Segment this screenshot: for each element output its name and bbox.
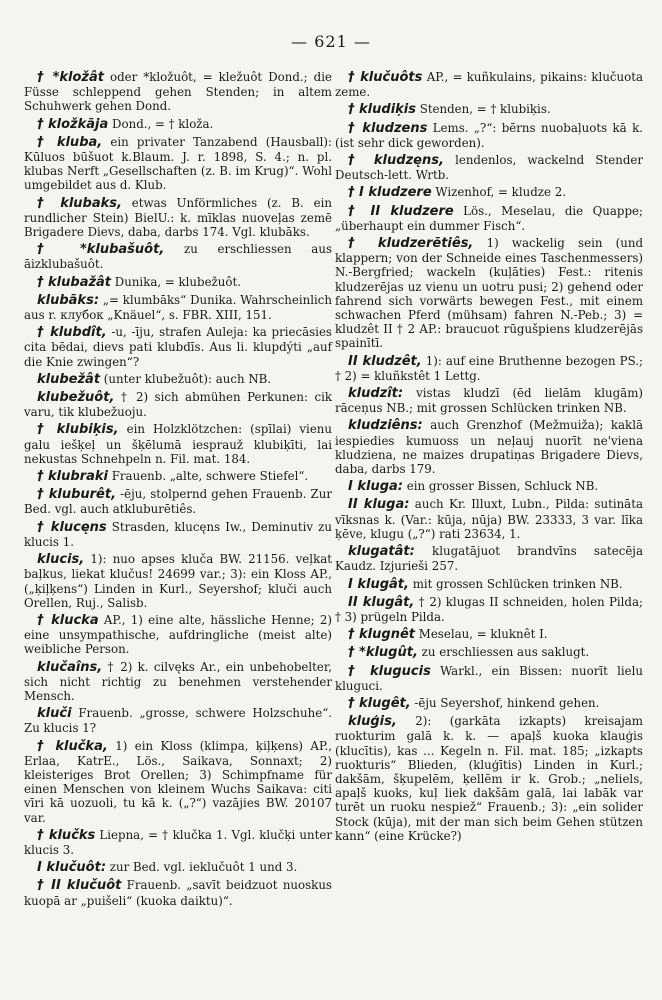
entry-headword: † klubdît, xyxy=(37,325,107,341)
dictionary-entry xyxy=(24,613,332,657)
entry-headword: † kluburêt, xyxy=(37,487,117,503)
dictionary-entry xyxy=(335,577,643,592)
dictionary-entry xyxy=(24,422,332,466)
dictionary-entry xyxy=(24,372,332,387)
entry-text: lendenlos, wackelnd Stender Deutsch-lett. Wrtb. xyxy=(335,153,643,183)
entry-text: Dond., = † kloža. xyxy=(108,116,214,131)
dictionary-entry xyxy=(335,696,643,711)
dictionary-entry xyxy=(24,520,332,549)
entry-headword: klugatât: xyxy=(348,544,415,560)
dictionary-entry xyxy=(335,386,643,415)
entry-headword: † klučks xyxy=(37,827,96,843)
entry-text: -ēju Seyershof, hinkend gehen. xyxy=(410,695,600,710)
entry-headword: † klubaks, xyxy=(37,195,122,211)
entry-text: Frauenb. „savīt beidzuot nuoskus kuopā ar „puišeli“ (kuoka daiktu)“. xyxy=(24,878,332,908)
page-number: — 621 — xyxy=(291,32,371,51)
entry-text: zur Bed. vgl. ieklučuôt 1 und 3. xyxy=(106,860,298,875)
entry-headword: † kludzens xyxy=(348,120,428,136)
dictionary-entry xyxy=(335,479,643,494)
dictionary-entry xyxy=(335,354,643,383)
entry-headword: † klucęns xyxy=(37,519,107,535)
entry-text: Dunika, = klubežuôt. xyxy=(111,274,241,289)
entry-text: Liepna, = † klučka 1. Vgl. klučķi unter klucis 3. xyxy=(24,827,332,857)
entry-headword: † klugnêt xyxy=(348,627,415,643)
dictionary-entry xyxy=(24,70,332,114)
entry-text: auch Grenzhof (Mežmuiža); kaklā iespiedies kumuoss un neļauj nuorīt ne'viena kludziena, ne maizes drupatiņas Brigadere Dievs, daba, darbs 179. xyxy=(335,418,643,477)
entry-text: Lös., Meselau, die Quappe; „überhaupt ein dummer Fisch“. xyxy=(335,203,643,233)
entry-headword: kluģis, xyxy=(348,714,397,730)
dictionary-entry xyxy=(24,860,332,875)
dictionary-entry xyxy=(335,664,643,693)
dictionary-entry xyxy=(335,645,643,660)
dictionary-entry xyxy=(335,185,643,200)
entry-headword: † I kludzere xyxy=(348,185,432,201)
entry-headword: † klucka xyxy=(37,612,99,628)
entry-text: 1): auf eine Bruthenne bezogen PS.; † 2) = kluñkstêt 1 Lettg. xyxy=(335,353,643,383)
entry-headword: II kluga: xyxy=(348,497,410,513)
entry-headword: † kludzęns, xyxy=(348,153,444,169)
dictionary-entry xyxy=(24,706,332,735)
entry-text: Strasden, klucęns Iw., Deminutiv zu klucis 1. xyxy=(24,519,332,549)
entry-text: Lems. „?“: bērns nuobaļuots kā k. (ist sehr dick geworden). xyxy=(335,120,643,150)
dictionary-entry xyxy=(24,135,332,193)
dictionary-entry xyxy=(24,117,332,132)
entry-headword: † II klučuôt xyxy=(37,878,122,894)
entry-headword: † kludzerētiês, xyxy=(348,236,474,252)
entry-text: zu erschliessen aus saklugt. xyxy=(417,645,590,660)
entry-headword: † II kludzere xyxy=(348,203,454,219)
entry-text: AP., 1) eine alte, hässliche Henne; 2) eine unsympathische, aufdringliche (meist alte) weibliche Person. xyxy=(24,612,332,657)
dictionary-entry xyxy=(24,325,332,369)
entry-text: auch Kr. Illuxt, Lubn., Pilda: sutināta vīksnas k. (Var.: kūja, nūja) BW. 23333, 3 var. līka ķēve, klugu („?“) rati 23634, 1. xyxy=(335,497,643,541)
entry-text: Frauenb. „grosse, schwere Holzschuhe“. Zu klucis 1? xyxy=(24,706,332,736)
entry-headword: II kludzêt, xyxy=(348,353,422,369)
entry-text: Frauenb. „alte, schwere Stiefel“. xyxy=(107,469,309,484)
entry-text: mit grossen Schlücken trinken NB. xyxy=(408,576,623,591)
entry-headword: † *kložât xyxy=(37,70,104,85)
entry-text: ein Holzklötzchen: (spīlai) vienu galu iešķeļ un šķēlumā iesprauž klubiķīti, lai nekustas Schnehpeln n. Fil. mat. 184. xyxy=(24,422,332,466)
dictionary-entry xyxy=(335,714,643,843)
dictionary-entry xyxy=(335,204,643,233)
entry-text: 2): (garkāta izkapts) kreisajam ruokturim galā k. k. — apaļš kuoka klauģis (klucītis), kas ... Kegeln n. Fil. mat. 185; „izkapts ruokturis“ Blieden, (kluģītis) Linden in Kurl.; dakšām, šķupelēm, ķellēm ir k. Grob.; „neliels, apaļš kuoks, kuļ liek dakšām galā, lai labāk var turēt un ruoku nespiež“ Frauenb.; 3): „ein solider Stock (kūja), mit der man sich beim Gehen stützen kann“ (eine Krücke?) xyxy=(335,714,643,843)
entry-text: Wizenhof, = kludze 2. xyxy=(431,185,566,200)
dictionary-entry xyxy=(335,627,643,642)
dictionary-entry xyxy=(24,878,332,907)
entry-text: ein privater Tanzabend (Hausball): Kūluos būšuot k.Blaum. J. r. 1898, S. 4.; n. pl. klubas Nerft „Gesellschaften (z. B. im Krug)“. Wohl umgebildet aus d. Klub. xyxy=(24,134,333,193)
dictionary-entry xyxy=(24,293,332,322)
entry-text: klugatājuot brandvīns satecēja Kaudz. Izjurieši 257. xyxy=(335,544,643,574)
dictionary-entry xyxy=(335,544,643,573)
entry-text: AP., = kuñkulains, pikains: klučuota zeme. xyxy=(335,70,643,100)
dictionary-entry xyxy=(24,196,332,240)
dictionary-entry xyxy=(24,828,332,857)
dictionary-entry xyxy=(335,70,643,99)
entry-headword: † klubraki xyxy=(37,469,108,485)
dictionary-entry xyxy=(24,552,332,610)
dictionary-entry xyxy=(24,275,332,290)
dictionary-entry xyxy=(335,236,643,351)
entry-text: † 2) klugas II schneiden, holen Pilda; † 3) prügeln Pilda. xyxy=(335,594,643,624)
entry-text: † 2) k. cilvęks Ar., ein unbehobelter, sich nicht richtig zu benehmen verstehender Mensch. xyxy=(24,659,332,703)
entry-text: Warkl., ein Bissen: nuorīt lielu kluguci. xyxy=(335,663,644,693)
entry-headword: II klugât, xyxy=(348,594,415,610)
entry-text: 1) ein Kloss (klimpa, ķiļķens) AP., Erlaa, KatrE., Lös., Saikava, Sonnaxt; 2) kleisteriges Brot Orellen; 3) Schimpfname für einen Menschen von kleinem Wuchs Saikava: citi vīri kā uozuoli, tu kā k. („?“) vazājies BW. 20107 var. xyxy=(24,738,332,825)
entry-text: -u, -īju, strafen Auleja: ka priecāsies cita bēdai, dievs pati klubdīs. Aus li. klupdýti „auf die Knie zwingen“? xyxy=(24,325,332,369)
dictionary-entry xyxy=(24,242,332,271)
entry-headword: † klubažât xyxy=(37,274,112,290)
entry-headword: † klučka, xyxy=(37,738,108,754)
entry-text: -ēju, stolpernd gehen Frauenb. Zur Bed. vgl. auch atkluburētiês. xyxy=(24,487,332,517)
entry-text: 1): nuo apses kluča BW. 21156. veļkat baļkus, liekat klučus! 24699 var.; 3): ein Kloss AP., („ķiļķens“) Linden in Kurl., Seyershof; kluči auch Orellen, Ruj., Salisb. xyxy=(24,552,332,610)
entry-headword: † kluba, xyxy=(37,134,103,150)
entry-headword: I klučuôt: xyxy=(37,860,107,876)
entry-text: oder *kložuôt, = kležuôt Dond.; die Füsse schleppend gehen Stenden; in altem Schuhwerk gehen Dond. xyxy=(24,70,332,114)
entry-headword: kluči xyxy=(37,706,72,722)
entry-headword: † *klubašuôt, xyxy=(37,242,165,258)
entry-headword: klubāks: xyxy=(37,292,100,308)
entry-text: „= klumbāks“ Dunika. Wahrscheinlich aus r. клубок „Knäuel“, s. FBR. XIII, 151. xyxy=(24,292,332,323)
right-column xyxy=(335,70,643,846)
dictionary-entry xyxy=(335,497,643,541)
entry-text: zu erschliessen aus āizklubašuôt. xyxy=(24,242,332,272)
entry-headword: † klugucis xyxy=(348,663,431,679)
dictionary-entry xyxy=(335,418,643,476)
dictionary-entry xyxy=(335,595,643,624)
dictionary-entry xyxy=(24,487,332,516)
entry-text: Stenden, = † klubiķis. xyxy=(415,102,551,117)
entry-headword: I kluga: xyxy=(348,479,403,495)
entry-text: † 2) sich abmühen Perkunen: cik varu, tik klubežuoju. xyxy=(24,390,332,420)
left-column xyxy=(24,70,332,911)
dictionary-entry xyxy=(335,102,643,117)
dictionary-entry xyxy=(335,121,643,150)
entry-headword: † klučuôts xyxy=(348,70,423,85)
entry-headword: klučaîns, xyxy=(37,659,103,675)
dictionary-entry xyxy=(24,469,332,484)
entry-text: Meselau, = kluknêt I. xyxy=(414,627,548,642)
dictionary-entry xyxy=(24,660,332,704)
dictionary-entry xyxy=(24,390,332,419)
dictionary-entry xyxy=(24,739,332,825)
entry-text: etwas Unförmliches (z. B. ein rundlicher Stein) BielU.: k. mīklas nuoveļas zemē Brigadere Dievs, daba, darbs 174. Vgl. klubāks. xyxy=(24,195,332,240)
entry-headword: † klubiķis, xyxy=(37,422,119,438)
entry-text: vistas kludzī (ēd lielām klugām) rāceņus NB.; mit grossen Schlücken trinken NB. xyxy=(335,386,643,416)
entry-headword: † kložkāja xyxy=(37,116,109,132)
entry-headword: kludziêns: xyxy=(348,418,423,434)
entry-headword: † kludiķis xyxy=(348,102,416,118)
entry-headword: kludzît: xyxy=(348,386,404,402)
entry-headword: klubežuôt, xyxy=(37,390,115,406)
dictionary-entry xyxy=(335,153,643,182)
entry-text: ein grosser Bissen, Schluck NB. xyxy=(403,479,599,494)
entry-headword: I klugât, xyxy=(348,576,409,592)
entry-text: (unter klubežuôt): auch NB. xyxy=(100,371,272,386)
entry-headword: † klugêt, xyxy=(348,695,411,711)
entry-headword: † *klugût, xyxy=(348,645,418,661)
entry-text: 1) wackelig sein (und klappern; von der Schneide eines Taschenmessers) N.-Bergfried; wackeln (kuļāties) Fest.: ritenis kludzerējas uz vienu un uotru pusi; 2) gehend oder fahrend sich vorwärts bewegen Fest., mit einem schwachen Pferd (mühsam) fahren N.-Peb.; 3) = kludzêt II † 2 AP.: braucuot rūgušpiens kludzerējās spainītī. xyxy=(335,236,644,351)
entry-headword: klucis, xyxy=(37,552,85,568)
entry-headword: klubežât xyxy=(37,371,101,387)
